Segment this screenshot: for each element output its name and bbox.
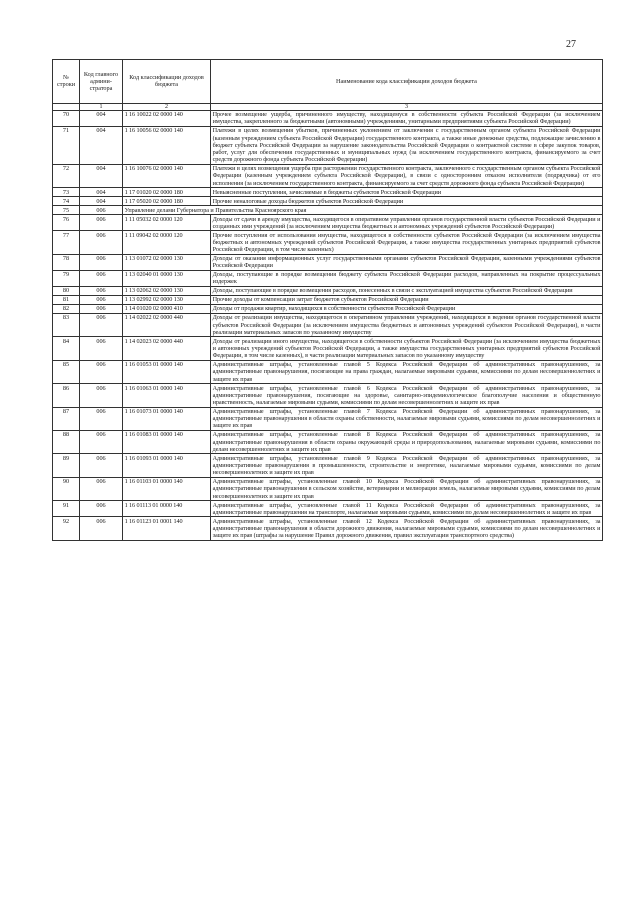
admin-code-cell: 006 xyxy=(80,215,123,231)
admin-code-cell: 006 xyxy=(80,430,123,453)
classification-code-cell: 1 14 01020 02 0000 410 xyxy=(123,305,211,314)
table-row xyxy=(53,270,603,286)
table-header-row xyxy=(53,60,603,104)
row-number-cell: 84 xyxy=(53,337,80,360)
revenue-classification-table xyxy=(52,59,603,541)
page-number: 27 xyxy=(566,39,576,50)
table-body xyxy=(53,110,603,540)
row-number-cell: 71 xyxy=(53,126,80,164)
header-code-name: Наименование кода классификации доходов бюджета xyxy=(211,60,603,104)
table-row xyxy=(53,360,603,383)
row-number-cell: 81 xyxy=(53,296,80,305)
classification-code-cell: 1 16 01103 01 0000 140 xyxy=(123,477,211,500)
table-row xyxy=(53,188,603,197)
code-name-cell: Административные штрафы, установленные главой 11 Кодекса Российской Федерации об административных правонарушениях, за административные правонарушения на транспорте, налагаемые мировыми судьями, комиссиями по делам несовершеннолетних и защите их прав xyxy=(211,501,603,517)
code-name-cell: Прочие доходы от компенсации затрат бюджетов субъектов Российской Федерации xyxy=(211,296,603,305)
table-row xyxy=(53,254,603,270)
classification-code-cell: 1 13 01072 02 0000 130 xyxy=(123,254,211,270)
table-row xyxy=(53,305,603,314)
table-row xyxy=(53,430,603,453)
row-number-cell: 87 xyxy=(53,407,80,430)
admin-code-cell: 006 xyxy=(80,206,123,215)
table-row xyxy=(53,407,603,430)
header-admin-code: Код главного админи-стратора xyxy=(80,60,123,104)
row-number-cell: 74 xyxy=(53,197,80,206)
admin-code-cell: 006 xyxy=(80,454,123,477)
row-number-cell: 92 xyxy=(53,517,80,540)
column-number: 2 xyxy=(123,103,211,110)
table-row xyxy=(53,231,603,254)
column-number: 3 xyxy=(211,103,603,110)
admin-code-cell: 006 xyxy=(80,477,123,500)
classification-code-cell: 1 13 02062 02 0000 130 xyxy=(123,287,211,296)
admin-code-cell: 006 xyxy=(80,296,123,305)
table-row xyxy=(53,477,603,500)
header-row-number: № строки xyxy=(53,60,80,104)
administrator-name-cell: Управление делами Губернатора и Правительства Красноярского края xyxy=(123,206,603,215)
row-number-cell: 77 xyxy=(53,231,80,254)
classification-code-cell: 1 17 05020 02 0000 180 xyxy=(123,197,211,206)
table-row xyxy=(53,517,603,540)
table-row xyxy=(53,164,603,187)
classification-code-cell: 1 14 02022 02 0000 440 xyxy=(123,314,211,337)
admin-code-cell: 006 xyxy=(80,407,123,430)
admin-code-cell: 006 xyxy=(80,287,123,296)
classification-code-cell: 1 16 01093 01 0000 140 xyxy=(123,454,211,477)
row-number-cell: 85 xyxy=(53,360,80,383)
code-name-cell: Доходы, поступающие в порядке возмещения расходов, понесенных в связи с эксплуатацией имущества субъектов Российской Федерации xyxy=(211,287,603,296)
admin-code-cell: 006 xyxy=(80,384,123,407)
admin-code-cell: 006 xyxy=(80,270,123,286)
classification-code-cell: 1 11 09042 02 0000 120 xyxy=(123,231,211,254)
row-number-cell: 88 xyxy=(53,430,80,453)
code-name-cell: Невыясненные поступления, зачисляемые в бюджеты субъектов Российской Федерации xyxy=(211,188,603,197)
admin-code-cell: 006 xyxy=(80,231,123,254)
code-name-cell: Доходы от оказания информационных услуг государственными органами субъектов Российской Федерации, казенными учреждениями субъектов Российской Федерации xyxy=(211,254,603,270)
row-number-cell: 83 xyxy=(53,314,80,337)
classification-code-cell: 1 16 10076 02 0000 140 xyxy=(123,164,211,187)
classification-code-cell: 1 11 05032 02 0000 120 xyxy=(123,215,211,231)
table-row xyxy=(53,206,603,215)
admin-code-cell: 004 xyxy=(80,164,123,187)
column-number-row xyxy=(53,103,603,110)
code-name-cell: Доходы от продажи квартир, находящихся в собственности субъектов Российской Федерации xyxy=(211,305,603,314)
classification-code-cell: 1 16 10022 02 0000 140 xyxy=(123,110,211,126)
classification-code-cell: 1 16 01123 01 0001 140 xyxy=(123,517,211,540)
table-row xyxy=(53,314,603,337)
classification-code-cell: 1 16 01083 01 0000 140 xyxy=(123,430,211,453)
row-number-cell: 73 xyxy=(53,188,80,197)
table-row xyxy=(53,454,603,477)
code-name-cell: Административные штрафы, установленные главой 5 Кодекса Российской Федерации об административных правонарушениях, за административные правонарушения, посягающие на права граждан, налагаемые мировыми судьями, комиссиями по делам несовершеннолетних и защите их прав xyxy=(211,360,603,383)
code-name-cell: Административные штрафы, установленные главой 10 Кодекса Российской Федерации об административных правонарушениях, за административные правонарушения в сельском хозяйстве, ветеринарии и мелиорации земель, налагаемые мировыми судьями, комиссиями по делам несовершеннолетних и защите их прав xyxy=(211,477,603,500)
row-number-cell: 72 xyxy=(53,164,80,187)
code-name-cell: Административные штрафы, установленные главой 9 Кодекса Российской Федерации об административных правонарушениях, за административные правонарушения в промышленности, строительстве и энергетике, налагаемые мировыми судьями, комиссиями по делам несовершеннолетних и защите их прав xyxy=(211,454,603,477)
table-row xyxy=(53,337,603,360)
classification-code-cell: 1 16 10056 02 0000 140 xyxy=(123,126,211,164)
row-number-cell: 91 xyxy=(53,501,80,517)
admin-code-cell: 004 xyxy=(80,110,123,126)
table-row xyxy=(53,197,603,206)
code-name-cell: Доходы от реализации иного имущества, находящегося в собственности субъектов Российской Федерации (за исключением имущества бюджетных и автономных учреждений субъектов Российской Федерации, а также имущества государственных унитарных предприятий субъектов Российской Федерации, в том числе казенных), в части реализации материальных запасов по указанному имуществу xyxy=(211,337,603,360)
table-row xyxy=(53,110,603,126)
code-name-cell: Административные штрафы, установленные главой 7 Кодекса Российской Федерации об административных правонарушениях, за административные правонарушения в области охраны собственности, налагаемые мировыми судьями, комиссиями по делам несовершеннолетних и защите их прав xyxy=(211,407,603,430)
code-name-cell: Доходы, поступающие в порядке возмещения бюджету субъекта Российской Федерации расходов, направленных на покрытие процессуальных издержек xyxy=(211,270,603,286)
code-name-cell: Доходы от сдачи в аренду имущества, находящегося в оперативном управлении органов государственной власти субъектов Российской Федерации и созданных ими учреждений (за исключением имущества бюджетных и автономных учреждений субъектов Российской Федерации) xyxy=(211,215,603,231)
classification-code-cell: 1 16 01063 01 0000 140 xyxy=(123,384,211,407)
admin-code-cell: 006 xyxy=(80,314,123,337)
classification-code-cell: 1 17 01020 02 0000 180 xyxy=(123,188,211,197)
classification-code-cell: 1 13 02992 02 0000 130 xyxy=(123,296,211,305)
header-classification-code: Код классификации доходов бюджета xyxy=(123,60,211,104)
code-name-cell: Административные штрафы, установленные главой 8 Кодекса Российской Федерации об административных правонарушениях, за административные правонарушения в области охраны окружающей среды и природопользования, налагаемые мировыми судьями, комиссиями по делам несовершеннолетних и защите их прав xyxy=(211,430,603,453)
classification-code-cell: 1 16 01113 01 0000 140 xyxy=(123,501,211,517)
admin-code-cell: 004 xyxy=(80,197,123,206)
row-number-cell: 86 xyxy=(53,384,80,407)
classification-code-cell: 1 13 02040 01 0000 130 xyxy=(123,270,211,286)
code-name-cell: Прочие неналоговые доходы бюджетов субъектов Российской Федерации xyxy=(211,197,603,206)
row-number-cell: 70 xyxy=(53,110,80,126)
row-number-cell: 78 xyxy=(53,254,80,270)
row-number-cell: 79 xyxy=(53,270,80,286)
row-number-cell: 76 xyxy=(53,215,80,231)
code-name-cell: Платежи в целях возмещения ущерба при расторжении государственного контракта, заключенного с государственным органом субъекта Российской Федерации (казенным учреждением субъекта Российской Федерации), в связи с односторонним отказом исполнителя (подрядчика) от его исполнения (за исключением государственного контракта, финансируемого за счет средств дорожного фонда субъекта Российской Федерации) xyxy=(211,164,603,187)
row-number-cell: 75 xyxy=(53,206,80,215)
table-row xyxy=(53,287,603,296)
code-name-cell: Прочие поступления от использования имущества, находящегося в собственности субъектов Российской Федерации (за исключением имущества бюджетных и автономных учреждений субъектов Российской Федерации, а также имущества государственных унитарных предприятий субъектов Российской Федерации, в том числе казенных) xyxy=(211,231,603,254)
table-row xyxy=(53,296,603,305)
admin-code-cell: 006 xyxy=(80,501,123,517)
admin-code-cell: 004 xyxy=(80,188,123,197)
admin-code-cell: 006 xyxy=(80,517,123,540)
admin-code-cell: 006 xyxy=(80,337,123,360)
table-row xyxy=(53,215,603,231)
admin-code-cell: 006 xyxy=(80,254,123,270)
code-name-cell: Прочее возмещение ущерба, причиненного имуществу, находящемуся в собственности субъекта Российской Федерации (за исключением имущества, закрепленного за бюджетными (автономными) учреждениями, унитарными предприятиями субъекта Российской Федерации) xyxy=(211,110,603,126)
table-row xyxy=(53,384,603,407)
classification-code-cell: 1 14 02023 02 0000 440 xyxy=(123,337,211,360)
table-row xyxy=(53,501,603,517)
table-row xyxy=(53,126,603,164)
code-name-cell: Административные штрафы, установленные главой 6 Кодекса Российской Федерации об административных правонарушениях, за административные правонарушения, посягающие на здоровье, санитарно-эпидемиологическое благополучие населения и общественную нравственность, налагаемые мировыми судьями, комиссиями по делам несовершеннолетних и защите их прав xyxy=(211,384,603,407)
row-number-cell: 89 xyxy=(53,454,80,477)
row-number-cell: 82 xyxy=(53,305,80,314)
column-number: 1 xyxy=(80,103,123,110)
admin-code-cell: 006 xyxy=(80,360,123,383)
code-name-cell: Платежи в целях возмещения убытков, причиненных уклонением от заключения с государственным органом субъекта Российской Федерации (казенным учреждением субъекта Российской Федерации) государственного контракта, а также иные денежные средства, подлежащие зачислению в бюджет субъекта Российской Федерации за нарушение законодательства Российской Федерации о контрактной системе в сфере закупок товаров, работ, услуг для обеспечения государственных и муниципальных нужд (за исключением государственного контракта, финансируемого за счет средств дорожного фонда субъекта Российской Федерации) xyxy=(211,126,603,164)
code-name-cell: Доходы от реализации имущества, находящегося в оперативном управлении учреждений, находящихся в ведении органов государственной власти субъектов Российской Федерации (за исключением имущества бюджетных и автономных учреждений субъектов Российской Федерации), в части реализации материальных запасов по указанному имуществу xyxy=(211,314,603,337)
column-number xyxy=(53,103,80,110)
code-name-cell: Административные штрафы, установленные главой 12 Кодекса Российской Федерации об административных правонарушениях, за административные правонарушения в области дорожного движения, налагаемые мировыми судьями, комиссиями по делам несовершеннолетних и защите их прав (штрафы за нарушение Правил дорожного движения, правил эксплуатации транспортного средства) xyxy=(211,517,603,540)
classification-code-cell: 1 16 01073 01 0000 140 xyxy=(123,407,211,430)
classification-code-cell: 1 16 01053 01 0000 140 xyxy=(123,360,211,383)
row-number-cell: 80 xyxy=(53,287,80,296)
admin-code-cell: 004 xyxy=(80,126,123,164)
row-number-cell: 90 xyxy=(53,477,80,500)
admin-code-cell: 006 xyxy=(80,305,123,314)
